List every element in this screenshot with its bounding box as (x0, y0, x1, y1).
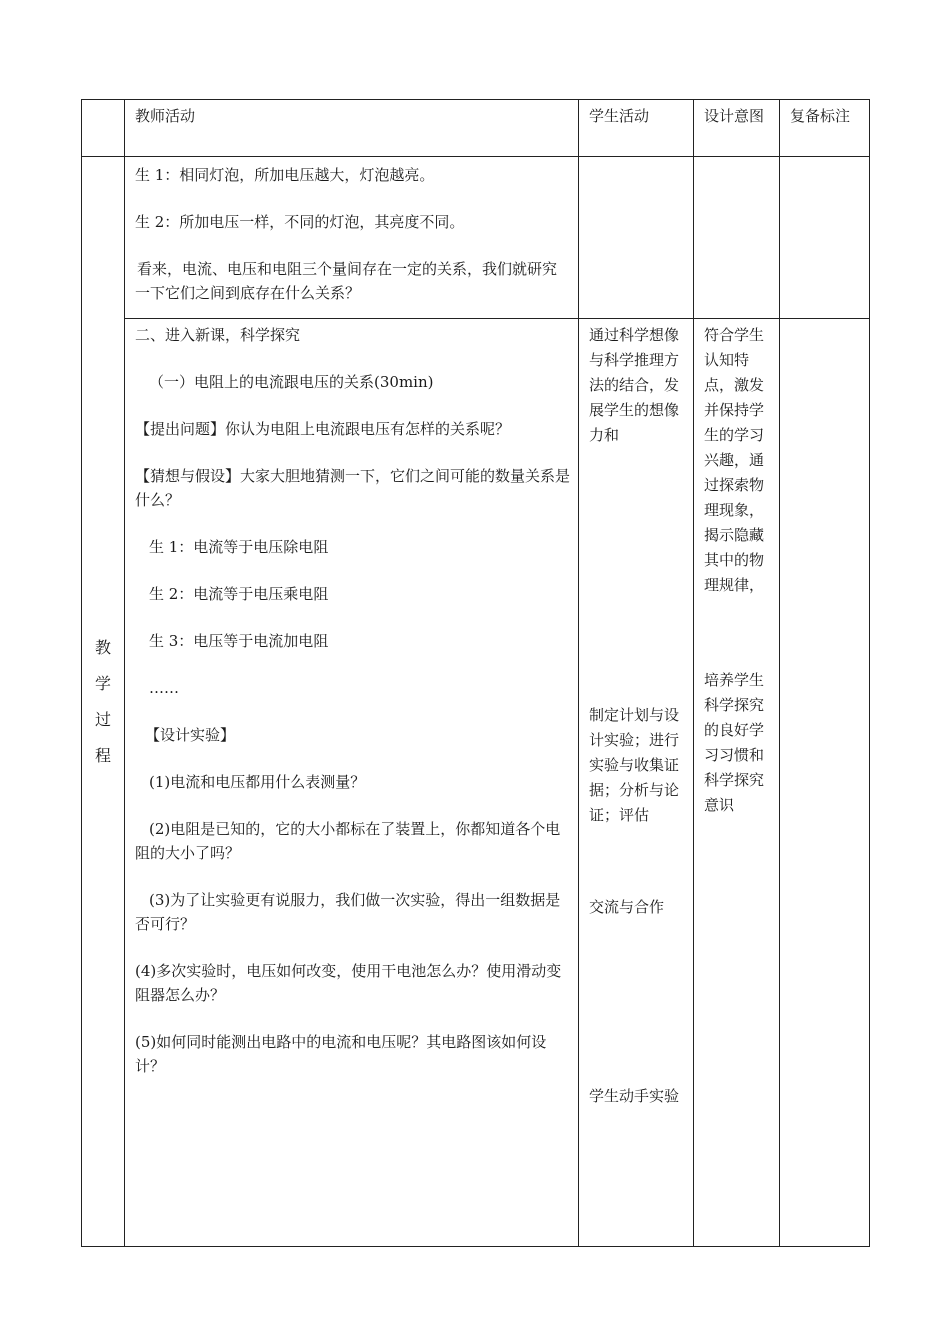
intro-design-cell (694, 157, 780, 319)
intro-review-cell (780, 157, 870, 319)
header-review-label: 复备标注 (790, 107, 851, 125)
teacher-paragraph: 生 2：电流等于电压乘电阻 (149, 585, 329, 603)
header-row (82, 100, 870, 157)
header-review-cell (780, 100, 870, 157)
process-review-cell (780, 319, 870, 1247)
design-intent-text: 培养学生科学探究的良好学习习惯和科学探究意识 (704, 671, 765, 814)
teacher-paragraph: 看来，电流、电压和电阻三个量间存在一定的关系，我们就研究一下它们之间到底存在什么关系？ (135, 260, 558, 302)
header-teacher-cell (125, 100, 579, 157)
student-activity-text: 通过科学想像与科学推理方法的结合，发展学生的想像力和 (589, 326, 680, 444)
side-label-char: 学 (94, 673, 111, 693)
header-student-cell (579, 100, 694, 157)
side-label-cell (82, 157, 125, 1247)
process-row (82, 319, 870, 1247)
header-design-cell (694, 100, 780, 157)
intro-row (82, 157, 870, 319)
header-design-label: 设计意图 (704, 107, 765, 125)
side-label-char: 教 (94, 637, 111, 657)
lesson-plan-table (81, 99, 870, 1247)
teacher-paragraph: （一）电阻上的电流跟电压的关系(30min) (149, 373, 434, 391)
side-label-char: 过 (94, 709, 111, 729)
teacher-paragraph: 【设计实验】 (145, 726, 236, 744)
teacher-paragraph: 【猜想与假设】大家大胆地猜测一下，它们之间可能的数量关系是什么？ (135, 467, 571, 509)
intro-teacher-cell (125, 157, 579, 319)
student-activity-text: 交流与合作 (589, 898, 665, 916)
teacher-paragraph: (4)多次实验时，电压如何改变，使用干电池怎么办？使用滑动变阻器怎么办？ (135, 962, 562, 1004)
teacher-paragraph: …… (149, 679, 179, 697)
header-teacher-label: 教师活动 (135, 107, 196, 125)
teacher-paragraph: (5)如何同时能测出电路中的电流和电压呢？其电路图该如何设计？ (135, 1033, 547, 1075)
student-activity-text: 学生动手实验 (589, 1087, 680, 1105)
design-intent-text: 符合学生认知特点，激发并保持学生的学习兴趣，通过探索物理现象，揭示隐藏其中的物理规律， (704, 326, 765, 594)
teacher-paragraph: 生 1：电流等于电压除电阻 (149, 538, 329, 556)
student-activity-text: 制定计划与设计实验；进行实验与收集证据；分析与论证；评估 (589, 706, 680, 824)
process-design-cell (694, 319, 780, 1247)
process-teacher-cell (125, 319, 579, 1247)
header-blank-cell (82, 100, 125, 157)
intro-student-cell (579, 157, 694, 319)
header-student-label: 学生活动 (589, 107, 650, 125)
side-label-char: 程 (94, 745, 111, 765)
teacher-paragraph: (3)为了让实验更有说服力，我们做一次实验，得出一组数据是否可行？ (135, 891, 561, 933)
teacher-paragraph: (2)电阻是已知的，它的大小都标在了装置上，你都知道各个电阻的大小了吗？ (135, 820, 561, 862)
teacher-paragraph: 生 1：相同灯泡，所加电压越大，灯泡越亮。 (135, 166, 435, 184)
teacher-paragraph: 生 3：电压等于电流加电阻 (149, 632, 329, 650)
teacher-paragraph: (1)电流和电压都用什么表测量？ (149, 773, 366, 791)
teacher-paragraph: 二、进入新课，科学探究 (135, 326, 301, 344)
teacher-paragraph: 【提出问题】你认为电阻上电流跟电压有怎样的关系呢？ (135, 420, 511, 438)
process-student-cell (579, 319, 694, 1247)
teacher-paragraph: 生 2：所加电压一样，不同的灯泡，其亮度不同。 (135, 213, 465, 231)
